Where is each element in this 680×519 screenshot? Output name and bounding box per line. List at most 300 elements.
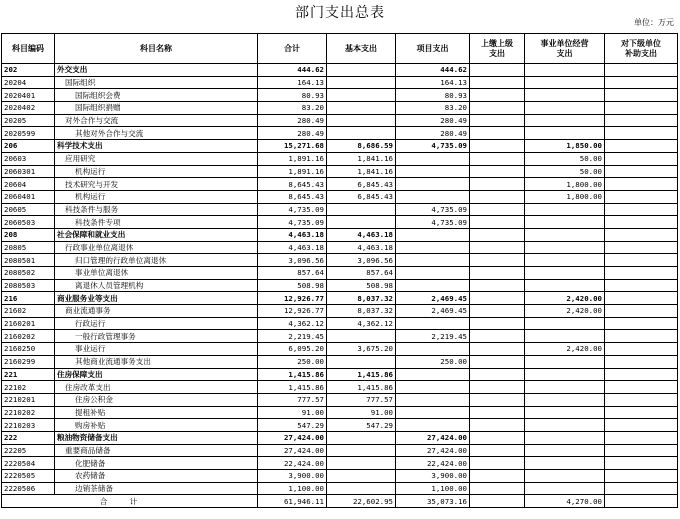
header-business: 事业单位经营 支出 (525, 34, 605, 64)
cell-project (396, 317, 470, 330)
cell-name: 技术研究与开发 (55, 178, 258, 191)
cell-upper (470, 444, 525, 457)
cell-upper (470, 102, 525, 115)
cell-business (525, 228, 605, 241)
table-row (2, 203, 678, 216)
cell-total: 4,463.18 (258, 228, 327, 241)
cell-subsidy (605, 203, 678, 216)
cell-project (396, 406, 470, 419)
cell-name: 对外合作与交流 (55, 114, 258, 127)
cell-subsidy (605, 165, 678, 178)
cell-basic (327, 203, 396, 216)
cell-business (525, 102, 605, 115)
cell-basic: 1,841.16 (327, 165, 396, 178)
cell-subsidy (605, 406, 678, 419)
cell-total: 857.64 (258, 267, 327, 280)
cell-name: 行政事业单位离退休 (55, 241, 258, 254)
cell-project: 3,900.00 (396, 470, 470, 483)
cell-code: 2160250 (2, 343, 55, 356)
cell-total: 8,645.43 (258, 190, 327, 203)
cell-code: 216 (2, 292, 55, 305)
cell-business: 1,850.00 (525, 140, 605, 153)
cell-total: 280.49 (258, 114, 327, 127)
cell-code: 2060401 (2, 190, 55, 203)
cell-code: 2020599 (2, 127, 55, 140)
cell-code: 2020401 (2, 89, 55, 102)
cell-total: 4,735.09 (258, 216, 327, 229)
cell-name: 行政运行 (55, 317, 258, 330)
cell-basic (327, 482, 396, 495)
cell-upper (470, 330, 525, 343)
cell-business: 2,420.00 (525, 343, 605, 356)
cell-subsidy (605, 254, 678, 267)
cell-upper (470, 165, 525, 178)
cell-basic (327, 76, 396, 89)
cell-upper (470, 355, 525, 368)
cell-upper (470, 203, 525, 216)
cell-business (525, 406, 605, 419)
cell-name: 农药储备 (55, 470, 258, 483)
table-row (2, 317, 678, 330)
table-row (2, 393, 678, 406)
cell-code: 2220504 (2, 457, 55, 470)
cell-code: 20605 (2, 203, 55, 216)
cell-subsidy (605, 457, 678, 470)
cell-upper (470, 419, 525, 432)
cell-code: 2160201 (2, 317, 55, 330)
cell-subsidy (605, 419, 678, 432)
header-code: 科目编码 (2, 34, 55, 64)
table-row (2, 330, 678, 343)
table-body (2, 64, 678, 508)
cell-total: 91.00 (258, 406, 327, 419)
cell-name: 住房保障支出 (55, 368, 258, 381)
cell-subsidy (605, 241, 678, 254)
cell-subsidy (605, 292, 678, 305)
header-basic: 基本支出 (327, 34, 396, 64)
cell-name: 其他对外合作与交流 (55, 127, 258, 140)
cell-total: 164.13 (258, 76, 327, 89)
header-subsidy: 对下级单位 补助支出 (605, 34, 678, 64)
cell-business (525, 368, 605, 381)
cell-project: 1,100.00 (396, 482, 470, 495)
cell-total: 83.20 (258, 102, 327, 115)
cell-code: 2080502 (2, 267, 55, 280)
cell-project (396, 267, 470, 280)
table-row (2, 178, 678, 191)
cell-project (396, 343, 470, 356)
cell-subsidy (605, 89, 678, 102)
cell-code: 208 (2, 228, 55, 241)
cell-name: 粮油物资储备支出 (55, 431, 258, 444)
cell-total: 1,891.16 (258, 152, 327, 165)
cell-business (525, 89, 605, 102)
table-row (2, 190, 678, 203)
header-total: 合计 (258, 34, 327, 64)
cell-basic: 508.98 (327, 279, 396, 292)
cell-total: 12,926.77 (258, 292, 327, 305)
cell-code: 2220505 (2, 470, 55, 483)
table-row (2, 381, 678, 394)
table-row (2, 254, 678, 267)
cell-subsidy (605, 470, 678, 483)
cell-total: 444.62 (258, 64, 327, 77)
cell-business (525, 355, 605, 368)
total-business: 4,270.00 (525, 495, 605, 508)
cell-total: 80.93 (258, 89, 327, 102)
cell-basic (327, 102, 396, 115)
cell-name: 国际组织会费 (55, 89, 258, 102)
cell-code: 2220506 (2, 482, 55, 495)
cell-total: 8,645.43 (258, 178, 327, 191)
cell-total: 4,463.18 (258, 241, 327, 254)
cell-business: 2,420.00 (525, 305, 605, 318)
cell-upper (470, 114, 525, 127)
table-row (2, 305, 678, 318)
table-row (2, 279, 678, 292)
cell-business (525, 267, 605, 280)
cell-code: 20805 (2, 241, 55, 254)
table-row (2, 406, 678, 419)
cell-business (525, 64, 605, 77)
cell-code: 2210202 (2, 406, 55, 419)
cell-business: 1,800.00 (525, 190, 605, 203)
cell-name: 一般行政管理事务 (55, 330, 258, 343)
cell-name: 应用研究 (55, 152, 258, 165)
table-row (2, 102, 678, 115)
cell-basic (327, 330, 396, 343)
cell-code: 2060503 (2, 216, 55, 229)
cell-upper (470, 317, 525, 330)
cell-name: 外交支出 (55, 64, 258, 77)
cell-total: 27,424.00 (258, 431, 327, 444)
cell-total: 508.98 (258, 279, 327, 292)
cell-name: 其他商业流通事务支出 (55, 355, 258, 368)
cell-project (396, 178, 470, 191)
cell-subsidy (605, 368, 678, 381)
cell-project: 27,424.00 (396, 431, 470, 444)
cell-project (396, 152, 470, 165)
cell-subsidy (605, 482, 678, 495)
cell-upper (470, 140, 525, 153)
cell-total: 6,095.20 (258, 343, 327, 356)
cell-project (396, 279, 470, 292)
table-row (2, 64, 678, 77)
cell-code: 222 (2, 431, 55, 444)
expenditure-table (1, 33, 678, 508)
cell-code: 2210203 (2, 419, 55, 432)
cell-upper (470, 381, 525, 394)
cell-name: 离退休人员管理机构 (55, 279, 258, 292)
cell-upper (470, 216, 525, 229)
cell-total: 22,424.00 (258, 457, 327, 470)
cell-code: 202 (2, 64, 55, 77)
total-basic: 22,602.95 (327, 495, 396, 508)
cell-project (396, 165, 470, 178)
cell-basic (327, 127, 396, 140)
cell-name: 化肥储备 (55, 457, 258, 470)
cell-code: 2060301 (2, 165, 55, 178)
cell-subsidy (605, 343, 678, 356)
unit-label: 单位：万元 (634, 18, 674, 27)
cell-upper (470, 178, 525, 191)
cell-business: 50.00 (525, 165, 605, 178)
cell-upper (470, 457, 525, 470)
cell-name: 事业运行 (55, 343, 258, 356)
cell-name: 提租补贴 (55, 406, 258, 419)
cell-business (525, 419, 605, 432)
cell-code: 20603 (2, 152, 55, 165)
cell-upper (470, 241, 525, 254)
cell-upper (470, 76, 525, 89)
cell-subsidy (605, 393, 678, 406)
cell-name: 国际组织捐赠 (55, 102, 258, 115)
cell-basic: 1,841.16 (327, 152, 396, 165)
cell-basic: 1,415.86 (327, 381, 396, 394)
cell-subsidy (605, 355, 678, 368)
total-total: 61,946.11 (258, 495, 327, 508)
table-row (2, 267, 678, 280)
cell-name: 购房补贴 (55, 419, 258, 432)
cell-name: 国际组织 (55, 76, 258, 89)
cell-business (525, 457, 605, 470)
cell-basic: 4,463.18 (327, 241, 396, 254)
cell-subsidy (605, 228, 678, 241)
cell-basic: 3,675.20 (327, 343, 396, 356)
cell-code: 2080503 (2, 279, 55, 292)
cell-upper (470, 127, 525, 140)
cell-total: 777.57 (258, 393, 327, 406)
cell-project: 22,424.00 (396, 457, 470, 470)
cell-business (525, 317, 605, 330)
cell-business (525, 381, 605, 394)
cell-project (396, 241, 470, 254)
cell-basic (327, 457, 396, 470)
cell-upper (470, 89, 525, 102)
table-row (2, 431, 678, 444)
cell-basic (327, 355, 396, 368)
total-row (2, 495, 678, 508)
cell-business: 1,800.00 (525, 178, 605, 191)
cell-name: 科学技术支出 (55, 140, 258, 153)
cell-project: 80.93 (396, 89, 470, 102)
cell-business: 50.00 (525, 152, 605, 165)
cell-project: 444.62 (396, 64, 470, 77)
cell-name: 社会保障和就业支出 (55, 228, 258, 241)
cell-subsidy (605, 330, 678, 343)
cell-subsidy (605, 317, 678, 330)
cell-business (525, 470, 605, 483)
cell-upper (470, 431, 525, 444)
cell-project (396, 368, 470, 381)
cell-project: 250.00 (396, 355, 470, 368)
cell-upper (470, 470, 525, 483)
table-row (2, 140, 678, 153)
cell-business (525, 330, 605, 343)
table-row (2, 419, 678, 432)
cell-basic: 4,463.18 (327, 228, 396, 241)
cell-name: 住房改革支出 (55, 381, 258, 394)
cell-business (525, 127, 605, 140)
cell-upper (470, 292, 525, 305)
cell-total: 1,891.16 (258, 165, 327, 178)
cell-total: 250.00 (258, 355, 327, 368)
cell-project (396, 190, 470, 203)
cell-upper (470, 368, 525, 381)
cell-upper (470, 305, 525, 318)
cell-basic: 1,415.86 (327, 368, 396, 381)
page-title: 部门支出总表 (295, 5, 385, 21)
cell-basic (327, 431, 396, 444)
cell-business (525, 241, 605, 254)
cell-total: 27,424.00 (258, 444, 327, 457)
cell-basic: 91.00 (327, 406, 396, 419)
cell-upper (470, 343, 525, 356)
cell-business (525, 114, 605, 127)
cell-total: 280.49 (258, 127, 327, 140)
cell-business (525, 393, 605, 406)
table-row (2, 457, 678, 470)
cell-code: 20204 (2, 76, 55, 89)
cell-total: 15,271.68 (258, 140, 327, 153)
cell-project (396, 381, 470, 394)
cell-name: 商业服务业等支出 (55, 292, 258, 305)
cell-business (525, 76, 605, 89)
cell-code: 2210201 (2, 393, 55, 406)
cell-basic: 6,845.43 (327, 190, 396, 203)
cell-project (396, 419, 470, 432)
table-row (2, 216, 678, 229)
cell-upper (470, 406, 525, 419)
header-upper: 上缴上级 支出 (470, 34, 525, 64)
table-row (2, 368, 678, 381)
cell-project: 2,469.45 (396, 305, 470, 318)
cell-name: 住房公积金 (55, 393, 258, 406)
table-row (2, 482, 678, 495)
table-row (2, 114, 678, 127)
cell-subsidy (605, 444, 678, 457)
cell-total: 1,415.86 (258, 381, 327, 394)
cell-code: 2160299 (2, 355, 55, 368)
cell-upper (470, 482, 525, 495)
cell-project (396, 254, 470, 267)
cell-basic (327, 444, 396, 457)
cell-project: 2,469.45 (396, 292, 470, 305)
cell-project: 164.13 (396, 76, 470, 89)
cell-subsidy (605, 216, 678, 229)
cell-code: 20205 (2, 114, 55, 127)
cell-code: 2160202 (2, 330, 55, 343)
cell-project: 27,424.00 (396, 444, 470, 457)
cell-total: 12,926.77 (258, 305, 327, 318)
cell-business (525, 279, 605, 292)
cell-project: 280.49 (396, 114, 470, 127)
table-row (2, 76, 678, 89)
cell-upper (470, 267, 525, 280)
cell-total: 3,900.00 (258, 470, 327, 483)
table-row (2, 470, 678, 483)
table-row (2, 89, 678, 102)
cell-basic (327, 89, 396, 102)
table-row (2, 127, 678, 140)
cell-basic: 4,362.12 (327, 317, 396, 330)
cell-basic: 6,845.43 (327, 178, 396, 191)
table-row (2, 241, 678, 254)
cell-upper (470, 393, 525, 406)
cell-subsidy (605, 267, 678, 280)
cell-code: 22102 (2, 381, 55, 394)
total-project: 35,073.16 (396, 495, 470, 508)
cell-subsidy (605, 64, 678, 77)
cell-basic: 8,037.32 (327, 292, 396, 305)
header-project: 项目支出 (396, 34, 470, 64)
cell-project: 83.20 (396, 102, 470, 115)
cell-name: 商业流通事务 (55, 305, 258, 318)
cell-name: 归口管理的行政单位离退休 (55, 254, 258, 267)
cell-name: 科技条件与服务 (55, 203, 258, 216)
cell-subsidy (605, 190, 678, 203)
cell-business (525, 216, 605, 229)
cell-project: 2,219.45 (396, 330, 470, 343)
cell-basic (327, 216, 396, 229)
cell-business (525, 254, 605, 267)
cell-total: 4,362.12 (258, 317, 327, 330)
table-row (2, 165, 678, 178)
cell-subsidy (605, 279, 678, 292)
cell-total: 1,415.86 (258, 368, 327, 381)
cell-basic (327, 64, 396, 77)
cell-subsidy (605, 140, 678, 153)
cell-subsidy (605, 102, 678, 115)
cell-business: 2,420.00 (525, 292, 605, 305)
cell-business (525, 482, 605, 495)
cell-basic: 8,037.32 (327, 305, 396, 318)
cell-project (396, 393, 470, 406)
cell-subsidy (605, 152, 678, 165)
total-subsidy (605, 495, 678, 508)
cell-business (525, 444, 605, 457)
cell-basic: 547.29 (327, 419, 396, 432)
cell-upper (470, 228, 525, 241)
cell-project: 4,735.09 (396, 140, 470, 153)
cell-code: 20604 (2, 178, 55, 191)
cell-project: 280.49 (396, 127, 470, 140)
cell-subsidy (605, 381, 678, 394)
cell-basic: 3,096.56 (327, 254, 396, 267)
cell-upper (470, 64, 525, 77)
cell-subsidy (605, 305, 678, 318)
table-row (2, 355, 678, 368)
cell-name: 重要商品储备 (55, 444, 258, 457)
cell-project: 4,735.09 (396, 216, 470, 229)
table-header-row (2, 34, 678, 64)
cell-name: 事业单位离退休 (55, 267, 258, 280)
cell-upper (470, 254, 525, 267)
table-row (2, 292, 678, 305)
cell-code: 2080501 (2, 254, 55, 267)
cell-project (396, 228, 470, 241)
cell-name: 机构运行 (55, 165, 258, 178)
cell-business (525, 203, 605, 216)
cell-upper (470, 152, 525, 165)
table-row (2, 228, 678, 241)
cell-total: 3,096.56 (258, 254, 327, 267)
cell-subsidy (605, 178, 678, 191)
cell-name: 机构运行 (55, 190, 258, 203)
cell-basic (327, 114, 396, 127)
cell-total: 1,100.00 (258, 482, 327, 495)
cell-total: 547.29 (258, 419, 327, 432)
